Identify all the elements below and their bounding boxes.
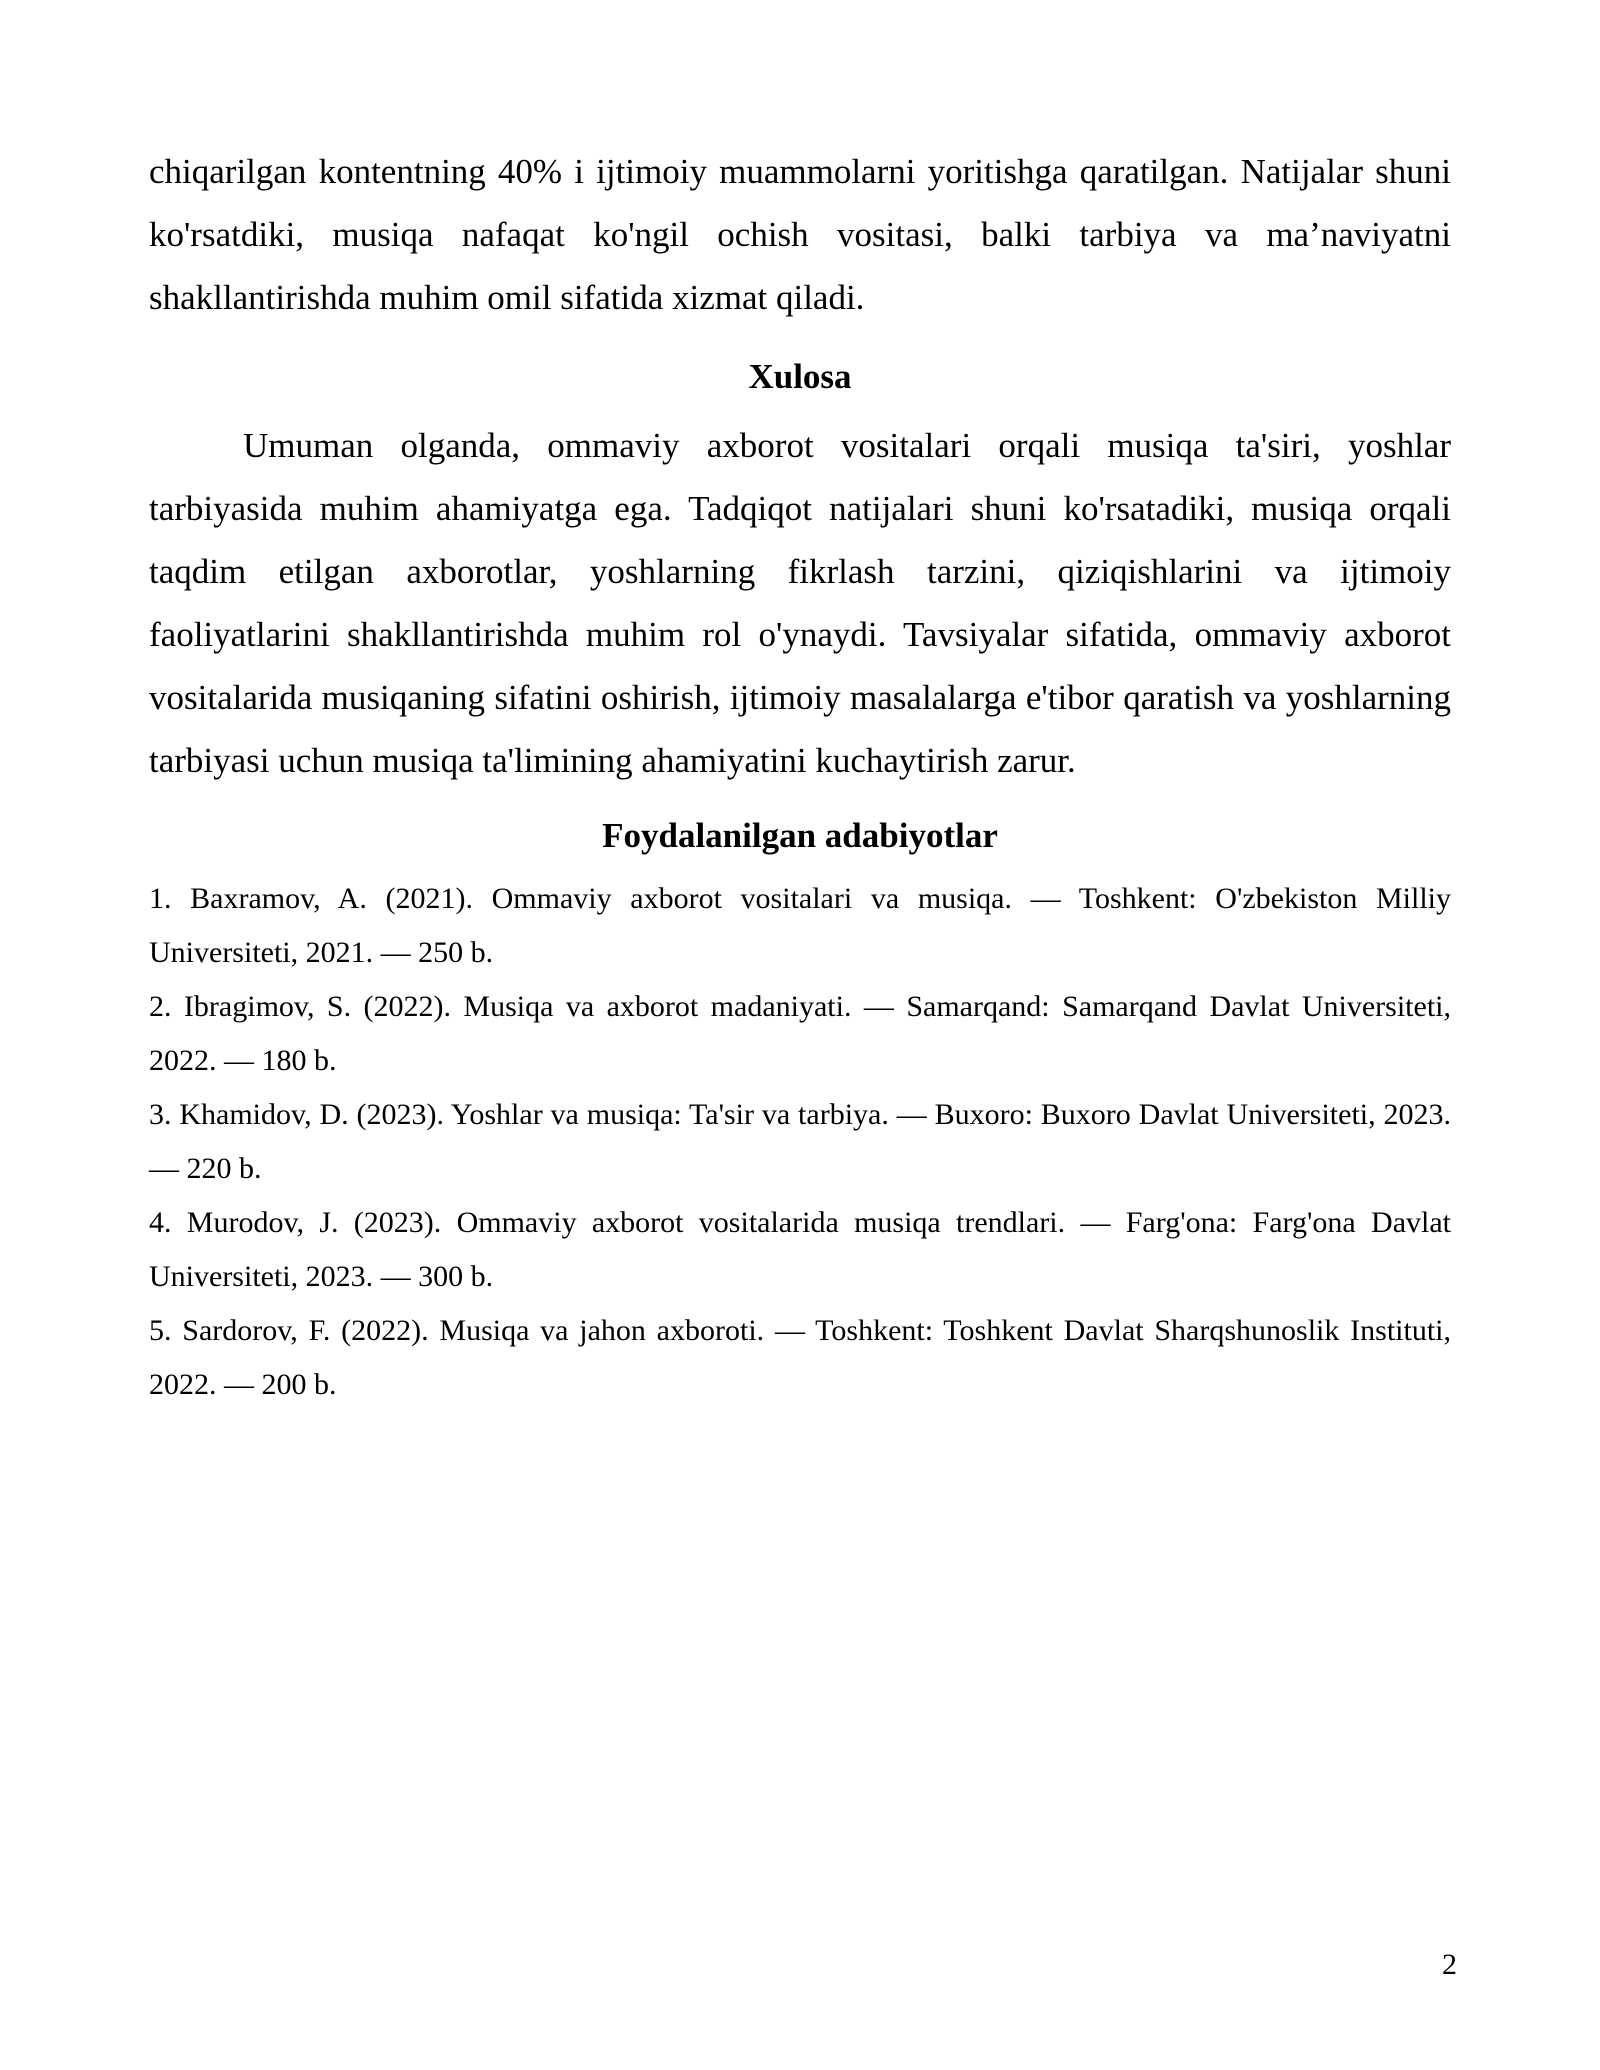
reference-item: 2. Ibragimov, S. (2022). Musiqa va axborot madaniyati. — Samarqand: Samarqand Davlat Universiteti, 2022. — 180 b. [149,990,1451,1077]
references-list [149,872,1451,1412]
intro-paragraph: chiqarilgan kontentning 40% i ijtimoiy muammolarni yoritishga qaratilgan. Natijalar shuni ko'rsatdiki, musiqa nafaqat ko'ngil ochish vositasi, balki tarbiya va ma’naviyatni shakllantirishda muhim omil sifatida xizmat qiladi. [149,152,1451,317]
reference-item: 3. Khamidov, D. (2023). Yoshlar va musiqa: Ta'sir va tarbiya. — Buxoro: Buxoro Davlat Universiteti, 2023. — 220 b. [149,1098,1451,1185]
references-heading: Foydalanilgan adabiyotlar [602,816,998,855]
conclusion-paragraph: Umuman olganda, ommaviy axborot vositalari orqali musiqa ta'siri, yoshlar tarbiyasida muhim ahamiyatga ega. Tadqiqot natijalari shuni ko'rsatadiki, musiqa orqali taqdim etilgan axborotlar, yoshlarning fikrlash tarzini, qiziqishlarini va ijtimoiy faoliyatlarini shakllantirishda muhim rol o'ynaydi. Tavsiyalar sifatida, ommaviy axborot vositalarida musiqaning sifatini oshirish, ijtimoiy masalalarga e'tibor qaratish va yoshlarning tarbiyasi uchun musiqa ta'limining ahamiyatini kuchaytirish zarur. [149,426,1451,780]
conclusion-heading: Xulosa [748,357,852,396]
reference-item: 1. Baxramov, A. (2021). Ommaviy axborot vositalari va musiqa. — Toshkent: O'zbekiston Milliy Universiteti, 2021. — 250 b. [149,882,1451,969]
page-content [149,140,1451,1412]
reference-item: 4. Murodov, J. (2023). Ommaviy axborot vositalarida musiqa trendlari. — Farg'ona: Farg'ona Davlat Universiteti, 2023. — 300 b. [149,1206,1451,1293]
page-number: 2 [1442,1948,1457,1981]
reference-item: 5. Sardorov, F. (2022). Musiqa va jahon axboroti. — Toshkent: Toshkent Davlat Sharqshunoslik Instituti, 2022. — 200 b. [149,1314,1451,1401]
